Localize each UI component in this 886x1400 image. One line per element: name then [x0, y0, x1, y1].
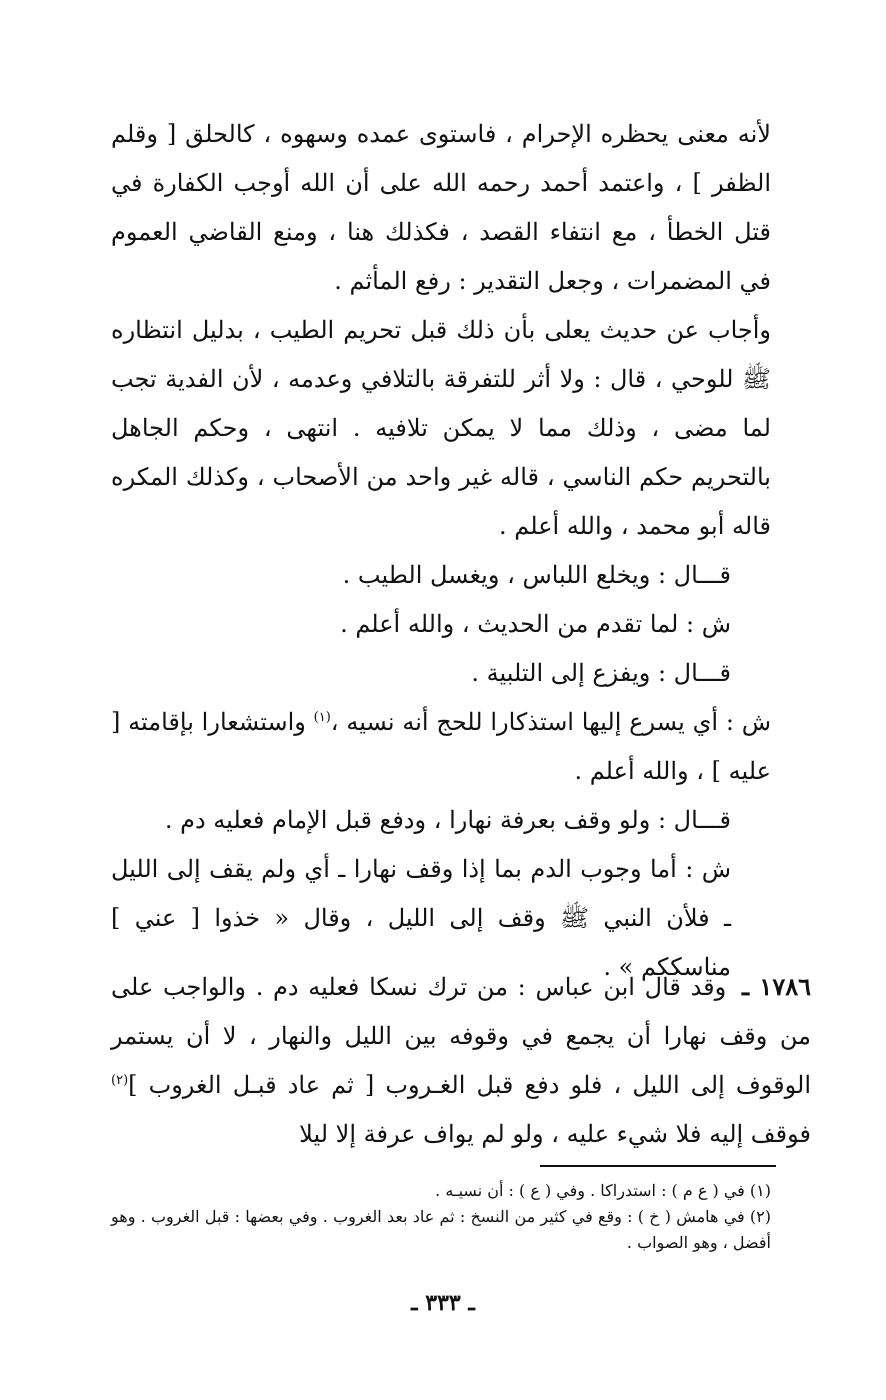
footnote: (٢) في هامش ( خ ) : وقع في كثير من النسخ : ثم عاد بعد الغروب . وفي بعضها : قبل الغروب . وهو أفضل ، وهو الصواب . — [111, 1207, 771, 1252]
entry-text: وقد قال ابن عباس : من ترك نسكا فعليه دم . والواجب على من وقف نهارا أن يجمع في وقوفه بين الليل والنهار ، لا أن يستمر الوقوف إلى الليل ، فلو دفع قبل الغـروب [ ثم عاد قبـل الغروب ] — [111, 973, 811, 1099]
paragraph: قـــال : ويفزع إلى التلبية . — [471, 659, 731, 687]
paragraph — [111, 698, 771, 796]
footnote-divider — [540, 1165, 776, 1167]
paragraph: ش : أما وجوب الدم بما إذا وقف نهارا ـ أي ولم يقف إلى الليل ـ فلأن النبي ﷺ وقف إلى الليل ، وقال « خذوا [ عني ] مناسككم » . — [111, 855, 732, 981]
paragraph: قـــال : ويخلع اللباس ، ويغسل الطيب . — [342, 561, 731, 589]
paragraph: وأجاب عن حديث يعلى بأن ذلك قبل تحريم الطيب ، بدليل انتظاره ﷺ للوحي ، قال : ولا أثر للتفرقة بالتلافي وعدمه ، لأن الفدية تجب لما مضى ، وذلك مما لا يمكن تلافيه . انتهى ، وحكم الجاهل بالتحريم حكم الناسي ، قاله غير واحد من الأصحاب ، وكذلك المكره قاله أبو محمد ، والله أعلم . — [111, 316, 771, 540]
main-text — [111, 110, 771, 992]
paragraph: ش : لما تقدم من الحديث ، والله أعلم . — [340, 610, 731, 638]
footnote-mark: (١) — [313, 710, 331, 725]
paragraph: لأنه معنى يحظره الإحرام ، فاستوى عمده وسهوه ، كالحلق [ وقلم الظفر ] ، واعتمد أحمد رحمه الله على أن الله أوجب الكفارة في قتل الخطأ ، مع انتفاء القصد ، فكذلك هنا ، ومنع القاضي العموم في المضمرات ، وجعل التقدير : رفع المأثم . — [111, 120, 771, 295]
entry-number: ١٧٨٦ ـ — [741, 972, 811, 1001]
paragraph-text: ش : أي يسرع إليها استذكارا للحج أنه نسيه ، — [330, 708, 771, 736]
entry-text: فوقف إليه فلا شيء عليه ، ولو لم يواف عرفة إلا ليلا — [299, 1120, 811, 1148]
footnote-mark: (٢) — [111, 1073, 129, 1088]
footnote: (١) في ( ع م ) : استدراكا . وفي ( ع ) : أن نسيـه . — [435, 1181, 771, 1200]
footnotes — [111, 1178, 771, 1256]
paragraph: قـــال : ولو وقف بعرفة نهارا ، ودفع قبل الإمام فعليه دم . — [164, 806, 731, 834]
numbered-entry — [111, 962, 811, 1159]
paragraph-text: واستشعارا بإقامته [ عليه ] ، والله أعلم . — [111, 708, 771, 785]
page-number: ـ ٣٣٣ ـ — [411, 1290, 475, 1316]
